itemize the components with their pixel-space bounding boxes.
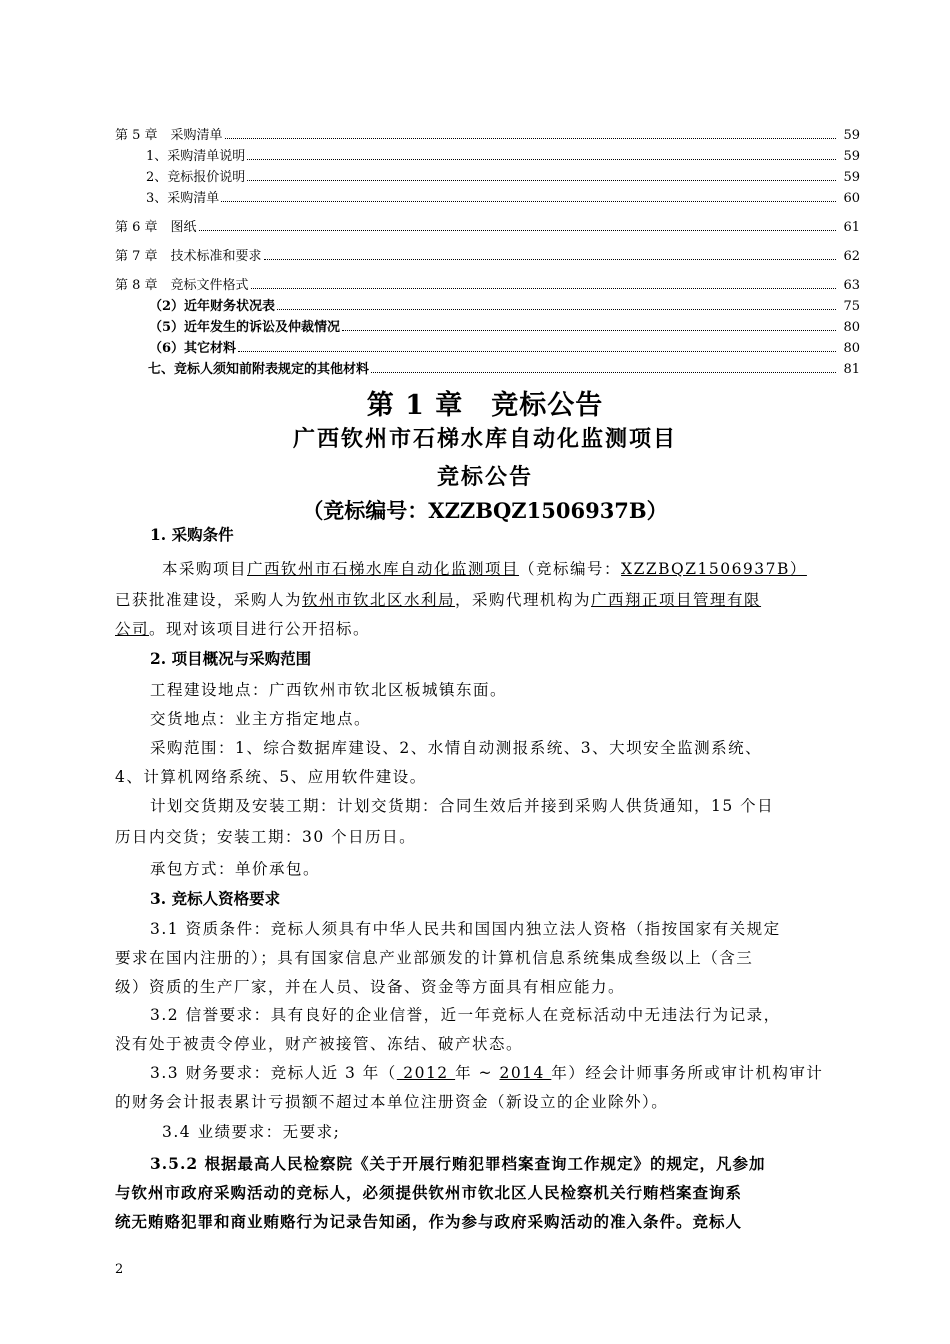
toc-entry[interactable]: （6）其它材料 80 — [149, 341, 860, 356]
bid-code-line: （竞标编号：XZZBQZ1506937B） — [302, 498, 668, 523]
bid-code: XZZBQZ1506937B） — [621, 560, 807, 578]
paragraph-line: 计划交货期及安装工期：计划交货期：合同生效后并接到采购人供货通知，15 个日 — [150, 797, 775, 815]
paragraph-line: 公司。现对该项目进行公开招标。 — [115, 620, 371, 638]
paragraph-line: 承包方式：单价承包。 — [150, 860, 321, 878]
section-heading: 2. 项目概况与采购范围 — [150, 649, 312, 668]
section-heading: 3. 竞标人资格要求 — [150, 889, 281, 908]
toc-entry[interactable]: （2）近年财务状况表 75 — [149, 299, 860, 314]
paragraph-line: 级）资质的生产厂家，并在人员、设备、资金等方面具有相应能力。 — [115, 978, 626, 996]
paragraph-line: 4、计算机网络系统、5、应用软件建设。 — [115, 768, 427, 786]
project-title: 广西钦州市石梯水库自动化监测项目 — [292, 426, 677, 452]
paragraph-line: 历日内交货；安装工期：30 个日历日。 — [115, 828, 417, 846]
toc-entry[interactable]: 第 5 章 采购清单 59 — [115, 128, 860, 143]
buyer-name: 钦州市钦北区水利局 — [302, 591, 456, 609]
paragraph-line: 没有处于被责令停业，财产被接管、冻结、破产状态。 — [115, 1035, 524, 1053]
year-start: 2012 — [396, 1064, 456, 1082]
toc-entry[interactable]: 第 6 章 图纸 61 — [115, 220, 860, 235]
paragraph-line: 已获批准建设，采购人为钦州市钦北区水利局，采购代理机构为广西翔正项目管理有限 — [115, 591, 762, 609]
paragraph-line: 工程建设地点：广西钦州市钦北区板城镇东面。 — [150, 681, 508, 699]
agent-name-cont: 公司 — [115, 620, 150, 638]
paragraph-line: 3.3 财务要求：竞标人近 3 年（ 2012 年 ~ 2014 年）经会计师事务所或审计机构审计 — [150, 1064, 824, 1082]
toc-entry[interactable]: 第 7 章 技术标准和要求 62 — [115, 249, 860, 264]
chapter-title: 第 1 章 竞标公告 — [366, 390, 604, 421]
toc-entry[interactable]: 3、采购清单 60 — [146, 191, 860, 206]
project-name-link: 广西钦州市石梯水库自动化监测项目 — [247, 560, 520, 578]
paragraph-line: 的财务会计报表累计亏损额不超过本单位注册资金（新设立的企业除外）。 — [115, 1093, 669, 1111]
table-of-contents — [115, 122, 860, 377]
paragraph-line: 要求在国内注册的）；具有国家信息产业部颁发的计算机信息系统集成叁级以上（含三 — [115, 949, 754, 967]
paragraph-line: 本采购项目广西钦州市石梯水库自动化监测项目（竞标编号：XZZBQZ1506937B） — [162, 560, 807, 578]
toc-entry[interactable]: （5）近年发生的诉讼及仲裁情况 80 — [149, 320, 860, 335]
toc-entry[interactable]: 第 8 章 竞标文件格式 63 — [115, 278, 860, 293]
paragraph-line: 3.5.2 根据最高人民检察院《关于开展行贿犯罪档案查询工作规定》的规定，凡参加 — [150, 1154, 766, 1173]
toc-entry[interactable]: 七、竞标人须知前附表规定的其他材料 81 — [148, 362, 860, 377]
paragraph-line: 交货地点：业主方指定地点。 — [150, 710, 372, 728]
paragraph-line: 3.4 业绩要求：无要求; — [162, 1123, 341, 1141]
section-heading: 1. 采购条件 — [150, 525, 234, 544]
notice-title: 竞标公告 — [436, 464, 533, 490]
toc-entry[interactable]: 1、采购清单说明 59 — [146, 149, 860, 164]
paragraph-line: 3.1 资质条件：竞标人须具有中华人民共和国国内独立法人资格（指按国家有关规定 — [150, 920, 781, 938]
agent-name: 广西翔正项目管理有限 — [591, 591, 762, 609]
paragraph-line: 采购范围：1、综合数据库建设、2、水情自动测报系统、3、大坝安全监测系统、 — [150, 739, 763, 757]
page-number: 2 — [115, 1262, 124, 1277]
paragraph-line: 3.2 信誉要求：具有良好的企业信誉，近一年竞标人在竞标活动中无违法行为记录， — [150, 1006, 781, 1024]
paragraph-line: 与钦州市政府采购活动的竞标人，必须提供钦州市钦北区人民检察机关行贿档案查询系 — [115, 1183, 743, 1202]
paragraph-line: 统无贿赂犯罪和商业贿赂行为记录告知函，作为参与政府采购活动的准入条件。竞标人 — [115, 1212, 743, 1231]
toc-entry[interactable]: 2、竞标报价说明 59 — [146, 170, 860, 185]
year-end: 2014 — [499, 1064, 552, 1082]
